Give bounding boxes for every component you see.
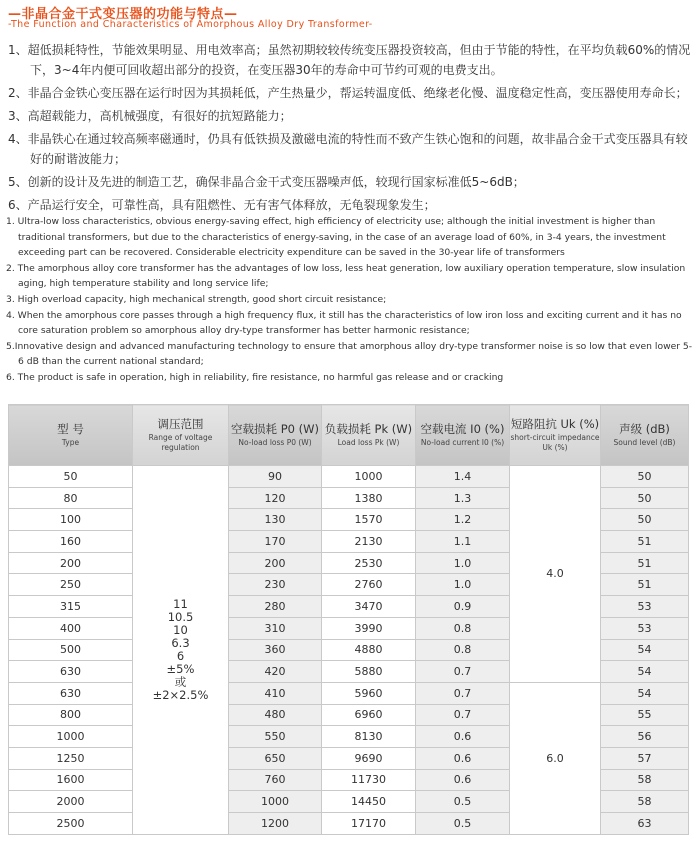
cell-uk-group2: 6.0 — [510, 682, 601, 834]
feature-zh-item: 3、高超载能力，高机械强度，有很好的抗短路能力； — [8, 109, 292, 123]
cell-p0: 230 — [229, 574, 322, 596]
cell-p0: 650 — [229, 747, 322, 769]
header-zh: 空载电流 I0 (%) — [420, 422, 505, 436]
cell-i0: 0.8 — [416, 639, 510, 661]
cell-pk: 11730 — [322, 769, 416, 791]
cell-p0: 550 — [229, 726, 322, 748]
cell-type: 1250 — [9, 747, 133, 769]
cell-type: 400 — [9, 617, 133, 639]
cell-type: 200 — [9, 552, 133, 574]
cell-p0: 90 — [229, 466, 322, 488]
spec-table — [8, 404, 689, 835]
cell-pk: 1000 — [322, 466, 416, 488]
cell-i0: 0.5 — [416, 791, 510, 813]
header-en: No-load loss P0 (W) — [238, 438, 312, 447]
feature-en-item: 3. High overload capacity, high mechanical strength, good short circuit resistance; — [6, 293, 387, 305]
cell-type: 315 — [9, 596, 133, 618]
page-title: —非晶合金干式变压器的功能与特点— — [8, 7, 238, 22]
header-en: Load loss Pk (W) — [337, 438, 400, 447]
header-zh: 型 号 — [57, 422, 84, 436]
cell-type: 2500 — [9, 813, 133, 835]
header-uk — [510, 405, 601, 466]
cell-p0: 170 — [229, 531, 322, 553]
regulation-value: 6 — [176, 648, 185, 663]
cell-pk: 5880 — [322, 661, 416, 683]
cell-db: 51 — [601, 531, 689, 553]
cell-pk: 2760 — [322, 574, 416, 596]
header-en: No-load current I0 (%) — [420, 438, 505, 447]
regulation-value: 6.3 — [171, 635, 190, 650]
cell-i0: 0.7 — [416, 661, 510, 683]
cell-type: 800 — [9, 704, 133, 726]
cell-i0: 1.2 — [416, 509, 510, 531]
cell-type: 1600 — [9, 769, 133, 791]
cell-pk: 3990 — [322, 617, 416, 639]
feature-zh-item: 4、非晶铁心在通过较高频率磁通时，仍具有低铁损及激磁电流的特性而不致产生铁心饱和的问题，故非晶合金干式变压器具有较好的耐谐波能力； — [8, 132, 688, 166]
table-body — [9, 466, 689, 835]
cell-type: 250 — [9, 574, 133, 596]
cell-db: 58 — [601, 791, 689, 813]
cell-db: 51 — [601, 552, 689, 574]
cell-regulation — [133, 466, 229, 835]
cell-pk: 1380 — [322, 487, 416, 509]
cell-p0: 360 — [229, 639, 322, 661]
table-row — [9, 466, 689, 488]
regulation-value: 10.5 — [167, 609, 194, 624]
header-regulation — [133, 405, 229, 466]
cell-i0: 0.6 — [416, 747, 510, 769]
cell-i0: 0.8 — [416, 617, 510, 639]
cell-p0: 200 — [229, 552, 322, 574]
feature-en-item: 4. When the amorphous core passes through a high frequency flux, it still has the characteristics of low iron loss and exciting current and it has no core saturation problem so amorphous alloy dry-type transformer has better harmonic resistance; — [6, 309, 682, 337]
cell-pk: 5960 — [322, 682, 416, 704]
feature-en-item: 6. The product is safe in operation, high in reliability, fire resistance, no harmful gas release and or cracking — [6, 371, 504, 383]
cell-type: 160 — [9, 531, 133, 553]
regulation-value: 11 — [173, 596, 188, 611]
header-p0 — [229, 405, 322, 466]
cell-type: 630 — [9, 682, 133, 704]
cell-i0: 1.3 — [416, 487, 510, 509]
header-zh: 调压范围 — [157, 417, 204, 431]
cell-type: 100 — [9, 509, 133, 531]
features-zh-list — [8, 40, 692, 218]
cell-i0: 0.7 — [416, 682, 510, 704]
cell-i0: 0.5 — [416, 813, 510, 835]
header-pk — [322, 405, 416, 466]
cell-type: 50 — [9, 466, 133, 488]
page-subtitle: -The Function and Characteristics of Amorphous Alloy Dry Transformer- — [8, 19, 373, 30]
header-zh: 短路阻抗 Uk (%) — [510, 417, 600, 431]
cell-uk-group1: 4.0 — [510, 466, 601, 683]
cell-p0: 760 — [229, 769, 322, 791]
table-header-row — [9, 405, 689, 466]
cell-db: 54 — [601, 682, 689, 704]
cell-p0: 420 — [229, 661, 322, 683]
header-en: Sound level (dB) — [613, 438, 676, 447]
cell-db: 53 — [601, 596, 689, 618]
cell-p0: 120 — [229, 487, 322, 509]
cell-db: 51 — [601, 574, 689, 596]
cell-p0: 1000 — [229, 791, 322, 813]
cell-db: 50 — [601, 487, 689, 509]
feature-zh-item: 1、超低损耗特性，节能效果明显、用电效率高；虽然初期较较传统变压器投资较高，但由于节能的特性，在平均负载60%的情况下，3~4年内便可回收超出部分的投资，在变压器30年的寿命中可节约可观的电费支出。 — [8, 43, 691, 77]
cell-pk: 8130 — [322, 726, 416, 748]
feature-zh-item: 5、创新的设计及先进的制造工艺，确保非晶合金干式变压器噪声低，较现行国家标准低5~6dB； — [8, 175, 525, 189]
feature-en-item: 2. The amorphous alloy core transformer has the advantages of low loss, less heat generation, low auxiliary operation temperature, slow insulation aging, high temperature stability and long service life; — [6, 262, 686, 290]
cell-type: 500 — [9, 639, 133, 661]
header-type — [9, 405, 133, 466]
table-row — [9, 682, 689, 704]
cell-i0: 1.0 — [416, 574, 510, 596]
cell-type: 630 — [9, 661, 133, 683]
cell-p0: 410 — [229, 682, 322, 704]
cell-pk: 17170 — [322, 813, 416, 835]
cell-db: 63 — [601, 813, 689, 835]
cell-p0: 1200 — [229, 813, 322, 835]
features-en-list — [6, 214, 694, 386]
cell-pk: 2130 — [322, 531, 416, 553]
cell-p0: 310 — [229, 617, 322, 639]
cell-type: 2000 — [9, 791, 133, 813]
cell-pk: 3470 — [322, 596, 416, 618]
header-zh: 声级 (dB) — [619, 422, 670, 436]
header-i0 — [416, 405, 510, 466]
cell-pk: 6960 — [322, 704, 416, 726]
feature-en-item: 5.Innovative design and advanced manufacturing technology to ensure that amorphous alloy dry-type transformer noise is so low that even lower 5-6 dB than the current national standard; — [6, 340, 693, 368]
cell-p0: 280 — [229, 596, 322, 618]
cell-pk: 9690 — [322, 747, 416, 769]
cell-i0: 1.0 — [416, 552, 510, 574]
regulation-value: 或 — [174, 674, 187, 689]
cell-db: 50 — [601, 466, 689, 488]
regulation-value: ±5% — [166, 661, 195, 676]
cell-i0: 0.9 — [416, 596, 510, 618]
cell-db: 58 — [601, 769, 689, 791]
cell-p0: 480 — [229, 704, 322, 726]
cell-type: 1000 — [9, 726, 133, 748]
header-en: short-circuit impedance Uk (%) — [510, 433, 600, 452]
cell-db: 56 — [601, 726, 689, 748]
cell-db: 54 — [601, 661, 689, 683]
header-en: Range of voltage regulation — [148, 433, 213, 452]
cell-pk: 1570 — [322, 509, 416, 531]
feature-zh-item: 2、非晶合金铁心变压器在运行时因为其损耗低，产生热量少，帮运转温度低、绝缘老化慢、温度稳定性高，变压器使用寿命长； — [8, 86, 688, 100]
cell-db: 53 — [601, 617, 689, 639]
header-db — [601, 405, 689, 466]
header-en: Type — [61, 438, 80, 447]
header-zh: 负载损耗 Pk (W) — [324, 422, 413, 436]
cell-p0: 130 — [229, 509, 322, 531]
cell-pk: 2530 — [322, 552, 416, 574]
cell-db: 57 — [601, 747, 689, 769]
cell-i0: 0.6 — [416, 769, 510, 791]
cell-pk: 4880 — [322, 639, 416, 661]
cell-db: 54 — [601, 639, 689, 661]
feature-en-item: 1. Ultra-low loss characteristics, obvious energy-saving effect, high efficiency of electricity use; although the initial investment is higher than traditional transformers, but due to the characteristics of energy-saving, in the case of an average load of 60%, in 3-4 years, the investment exceeding part can be recovered. Considerable electricity expenditure can be saved in the 30-year life of transformers — [6, 216, 666, 259]
cell-pk: 14450 — [322, 791, 416, 813]
cell-db: 55 — [601, 704, 689, 726]
cell-db: 50 — [601, 509, 689, 531]
cell-i0: 0.7 — [416, 704, 510, 726]
regulation-value: ±2×2.5% — [152, 687, 209, 702]
regulation-value: 10 — [173, 622, 188, 637]
cell-type: 80 — [9, 487, 133, 509]
header-zh: 空载损耗 P0 (W) — [231, 422, 319, 436]
cell-i0: 1.4 — [416, 466, 510, 488]
cell-i0: 1.1 — [416, 531, 510, 553]
feature-zh-item: 6、产品运行安全，可靠性高，具有阻燃性、无有害气体释放，无龟裂现象发生； — [8, 198, 436, 212]
cell-i0: 0.6 — [416, 726, 510, 748]
